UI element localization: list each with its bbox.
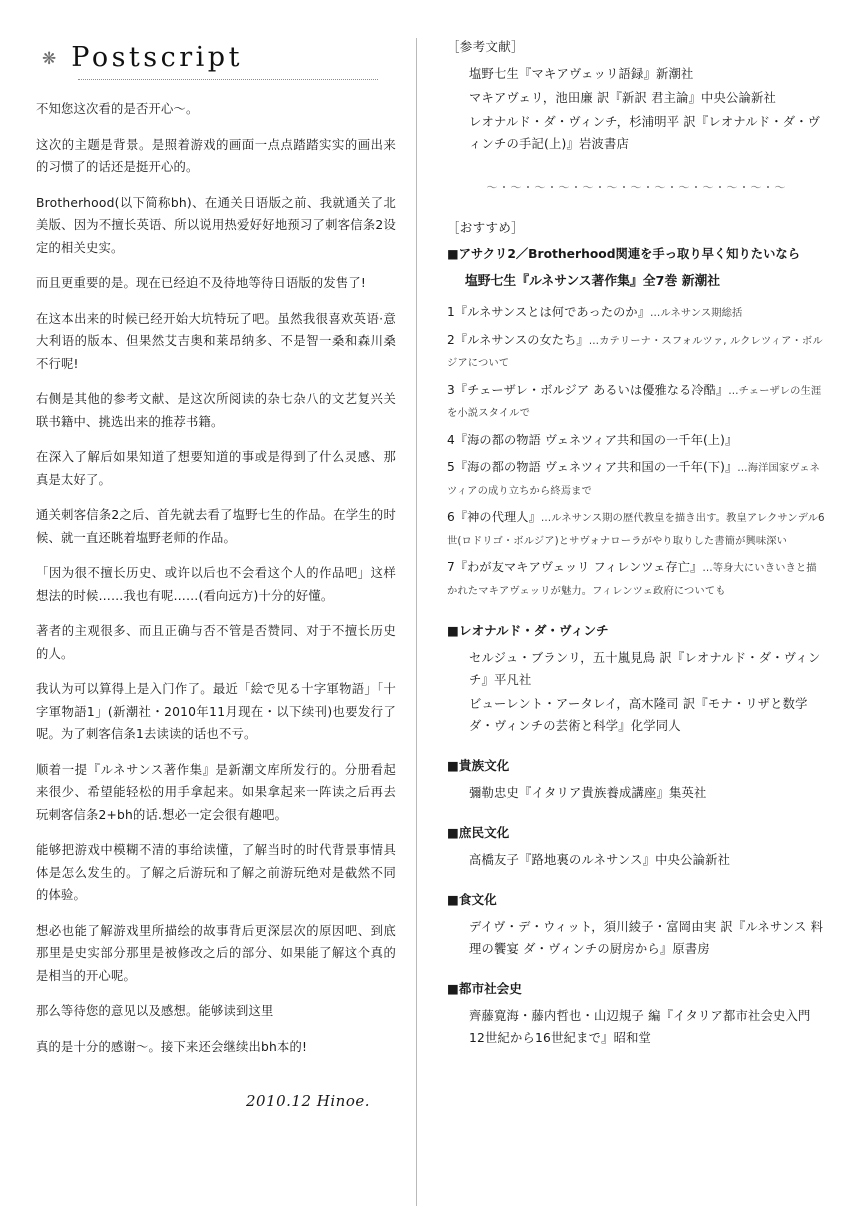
category-item: セルジュ・ブランリ，五十嵐見鳥 訳『レオナルド・ダ・ヴィンチ』平凡社 [469, 651, 821, 687]
body-paragraph: 想必也能了解游戏里所描绘的故事背后更深层次的原因吧、到底那里是史实部分那里是被修改之后的部分、如果能了解这个真的是相当的开心呢。 [36, 923, 396, 983]
list-item-title: 4『海の都の物語 ヴェネツィア共和国の一千年(上)』 [447, 432, 738, 447]
list-item-title: 6『神の代理人』 [447, 510, 541, 524]
body-paragraph: 真的是十分的感谢〜。接下来还会继续出bh本的! [36, 1039, 308, 1054]
body-paragraph: 著者的主观很多、而且正确与否不管是否赞同、对于不擅长历史的人。 [36, 624, 396, 661]
body-paragraph: 通关刺客信条2之后、首先就去看了塩野七生的作品。在学生的时候、就一直还眺着塩野老师的作品。 [36, 508, 396, 545]
body-paragraph: 「因为很不擅长历史、或许以后也不会看这个人的作品吧」这样想法的时候……我也有呢……(看向远方)十分的好懂。 [36, 566, 396, 603]
list-item [447, 457, 826, 502]
body-paragraph: 这次的主题是背景。是照着游戏的画面一点点踏踏实实的画出来的习惯了的话还是挺开心的。 [36, 137, 396, 174]
category-item: 彌勒忠史『イタリア貴族養成講座』集英社 [469, 786, 707, 800]
body-paragraph: 能够把游戏中模糊不清的事给读懂，了解当时的时代背景事情具体是怎么发生的。了解之后游玩和了解之前游玩绝对是截然不同的体验。 [36, 843, 396, 902]
wave-ornament-icon: 〜・〜・〜・〜・〜・〜・〜・〜・〜・〜・〜・〜・〜 [486, 181, 787, 194]
title-divider [78, 79, 378, 80]
list-item-title: 2『ルネサンスの女たち』 [447, 332, 589, 347]
flower-ornament-icon: ❋ [42, 49, 58, 69]
list-item [447, 557, 826, 602]
category-heading-food-culture: ■食文化 [447, 892, 497, 907]
body-paragraph: 在这本出来的时候已经开始大坑特玩了吧。虽然我很喜欢英语·意大利语的版本、但果然艾吉奥和莱昂纳多、不是智一桑和森川桑不行呢! [36, 311, 396, 371]
body-paragraph: 我认为可以算得上是入门作了。最近「絵で见る十字軍物語」「十字軍物語1」(新潮社・2010年11月现在・以下续刊)也要发行了呢。为了刺客信条1去读读的话也不亏。 [36, 682, 396, 741]
recommend-heading: ［おすすめ］ [447, 220, 524, 235]
body-paragraph: 在深入了解后如果知道了想要知道的事或是得到了什么灵感、那真是太好了。 [36, 450, 396, 487]
recommend-book-title: 塩野七生『ルネサンス著作集』全7巻 新潮社 [465, 274, 721, 289]
body-paragraph: 而且更重要的是。现在已经迫不及待地等待日语版的发售了! [36, 276, 367, 290]
list-item-title: 3『チェーザレ・ボルジア あるいは優雅なる冷酷』 [447, 382, 729, 397]
list-item [447, 302, 826, 325]
list-item-note: …ルネサンス期総括 [650, 307, 743, 319]
references-heading: ［参考文献］ [447, 39, 524, 54]
category-item: デイヴ・デ・ウィット，須川綾子・富岡由実 訳『ルネサンス 料理の饗宴 ダ・ヴィンチの厨房から』原書房 [469, 920, 824, 956]
list-item-note: …ルネサンス期の歴代教皇を描き出す。教皇アレクサンデル6世(ロドリゴ・ボルジア)とサヴォナローラがやり取りした書簡が興味深い [447, 512, 825, 547]
list-item-note: …チェーザレの生涯を小説スタイルで [447, 384, 822, 419]
bibliography-column [417, 34, 826, 1206]
category-item: 齊藤寛海・藤内哲也・山辺規子 編『イタリア都市社会史入門 12世紀から16世紀まで』昭和堂 [469, 1009, 811, 1045]
body-paragraph: 顺着一提『ルネサンス著作集』是新潮文库所发行的。分册看起来很少、希望能轻松的用手拿起来。如果拿起来一阵读之后再去玩刺客信条2+bh的话.想必一定会很有趣吧。 [36, 762, 396, 822]
list-item [447, 430, 826, 453]
category-item: ビューレント・アータレイ，高木隆司 訳『モナ・リザと数学 ダ・ヴィンチの芸術と科学』化学同人 [469, 697, 808, 733]
body-paragraph: Brotherhood(以下简称bh)、在通关日语版之前、我就通关了北美版、因为不擅长英语、所以说用热爱好好地预习了刺客信条2设定的相关史实。 [36, 195, 396, 255]
category-heading-common-culture: ■庶民文化 [447, 825, 510, 840]
category-item: 高橋友子『路地裏のルネサンス』中央公論新社 [469, 853, 731, 867]
body-paragraph: 右侧是其他的参考文献、是这次所阅读的杂七杂八的文艺复兴关联书籍中、挑选出来的推荐书籍。 [36, 392, 396, 429]
reference-item: レオナルド・ダ・ヴィンチ，杉浦明平 訳『レオナルド・ダ・ヴィンチの手記(上)』岩波書店 [469, 115, 821, 151]
list-item-title: 1『ルネサンスとは何であったのか』 [447, 305, 650, 319]
category-heading-leonardo: ■レオナルド・ダ・ヴィンチ [447, 623, 609, 638]
recommend-lead: ■アサクリ2／Brotherhood関連を手っ取り早く知りたいなら [447, 247, 800, 261]
body-paragraph: 那么等待您的意见以及感想。能够读到这里 [36, 1004, 274, 1018]
list-item [447, 380, 826, 425]
body-paragraph: 不知您这次看的是否开心〜。 [36, 102, 199, 116]
author-signature: 2010.12 Hinoe. [245, 1092, 370, 1110]
category-heading-urban-social-history: ■都市社会史 [447, 981, 522, 996]
reference-item: マキアヴェリ，池田廉 訳『新訳 君主論』中央公論新社 [469, 91, 777, 105]
list-item-note: …等身大にいきいきと描かれたマキアヴェッリが魅力。フィレンツェ政府についても [447, 562, 817, 597]
list-item-note: …海洋国家ヴェネツィアの成り立ちから終焉まで [447, 462, 821, 497]
page-title-text: Postscript [71, 42, 243, 73]
reference-item: 塩野七生『マキアヴェッリ語録』新潮社 [469, 67, 694, 81]
list-item [447, 330, 826, 375]
page-title [42, 42, 396, 73]
list-item-note: …カテリーナ・スフォルツァ, ルクレツィア・ボルジアについて [447, 334, 823, 369]
category-heading-noble-culture: ■貴族文化 [447, 758, 510, 773]
list-item-title: 7『わが友マキアヴェッリ フィレンツェ存亡』 [447, 560, 703, 574]
list-item-title: 5『海の都の物語 ヴェネツィア共和国の一千年(下)』 [447, 460, 738, 474]
postscript-column [36, 34, 416, 1206]
list-item [447, 507, 826, 552]
